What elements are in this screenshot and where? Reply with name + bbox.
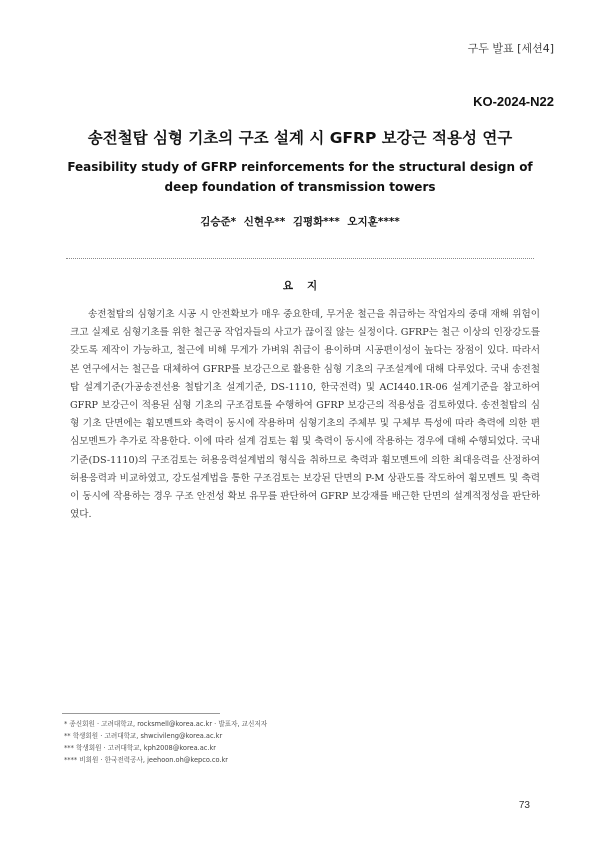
footnote-item: * 종신회원 · 고려대학교, rocksmell@korea.ac.kr · 발표자, 교신저자 — [64, 720, 268, 728]
footnote-item: ** 학생회원 · 고려대학교, shwcivileng@korea.ac.kr — [64, 732, 223, 740]
page-number: 73 — [518, 800, 530, 811]
english-title: Feasibility study of GFRP reinforcements for the structural design of deep foundation of transmission towers — [67, 160, 533, 194]
dotted-separator — [66, 258, 534, 259]
footnote-item: **** 비회원 · 한국전력공사, jeehoon.oh@kepco.co.kr — [64, 756, 228, 764]
footnotes — [64, 718, 267, 766]
abstract-heading: 요지 — [282, 280, 332, 292]
session-label: 구두 발표 [세션4] — [467, 42, 554, 55]
footnote-item: *** 학생회원 · 고려대학교, kph2008@korea.ac.kr — [64, 744, 217, 752]
paper-id: KO-2024-N22 — [473, 94, 554, 109]
korean-title: 송전철탑 심형 기초의 구조 설계 시 GFRP 보강근 적용성 연구 — [87, 129, 513, 147]
abstract-body: 송전철탑의 심형기초 시공 시 안전확보가 매우 중요한데, 무거운 철근을 취급하는 작업자의 중대 재해 위험이 크고 실제로 심형기초를 위한 철근공 작업자들의 사고가 끊이질 않는 실정이다. GFRP는 철근 이상의 인장강도를 갖도록 제작이 가능하고, 철근에 비해 무게가 가벼워 취급이 용이하며 시공편이성이 높다는 장점이 있다. 따라서 본 연구에서는 철근을 대체하여 GFRP를 보강근으로 활용한 심형 기초의 구조설계에 대해 다루었다. 국내 송전철탑 설계기준(가공송전선용 철탑기초 설계기준, DS-1110, 한국전력) 및 ACI440.1R-06 설계기준을 참고하여 GFRP 보강근이 적용된 심형 기초의 구조검토를 수행하여 GFRP 보강근의 적용성을 검토하였다. 송전철탑의 심형 기초 단면에는 휨모멘트와 축력이 동시에 작용하며 심형기초의 주체부 및 구체부 특성에 따라 축력에 의한 편심모멘트가 추가로 작용한다. 이에 따라 설계 검토는 휨 및 축력이 동시에 작용하는 경우에 대해 수행되었다. 국내 기준(DS-1110)의 구조검토는 허용응력설계법의 형식을 취하므로 축력과 휨모멘트에 의한 최대응력을 산정하여 허용응력과 비교하였고, 강도설계법을 통한 구조검토는 보강된 단면의 P-M 상관도를 작도하여 휨모멘트 및 축력이 동시에 작용하는 경우 구조 안전성 확보 유무를 판단하여 GFRP 보강재를 배근한 단면의 설계적정성을 판단하였다. — [70, 309, 540, 521]
author-list: 김승준* 신현우** 김평화*** 오지훈**** — [200, 216, 400, 228]
footnote-rule — [62, 713, 220, 714]
